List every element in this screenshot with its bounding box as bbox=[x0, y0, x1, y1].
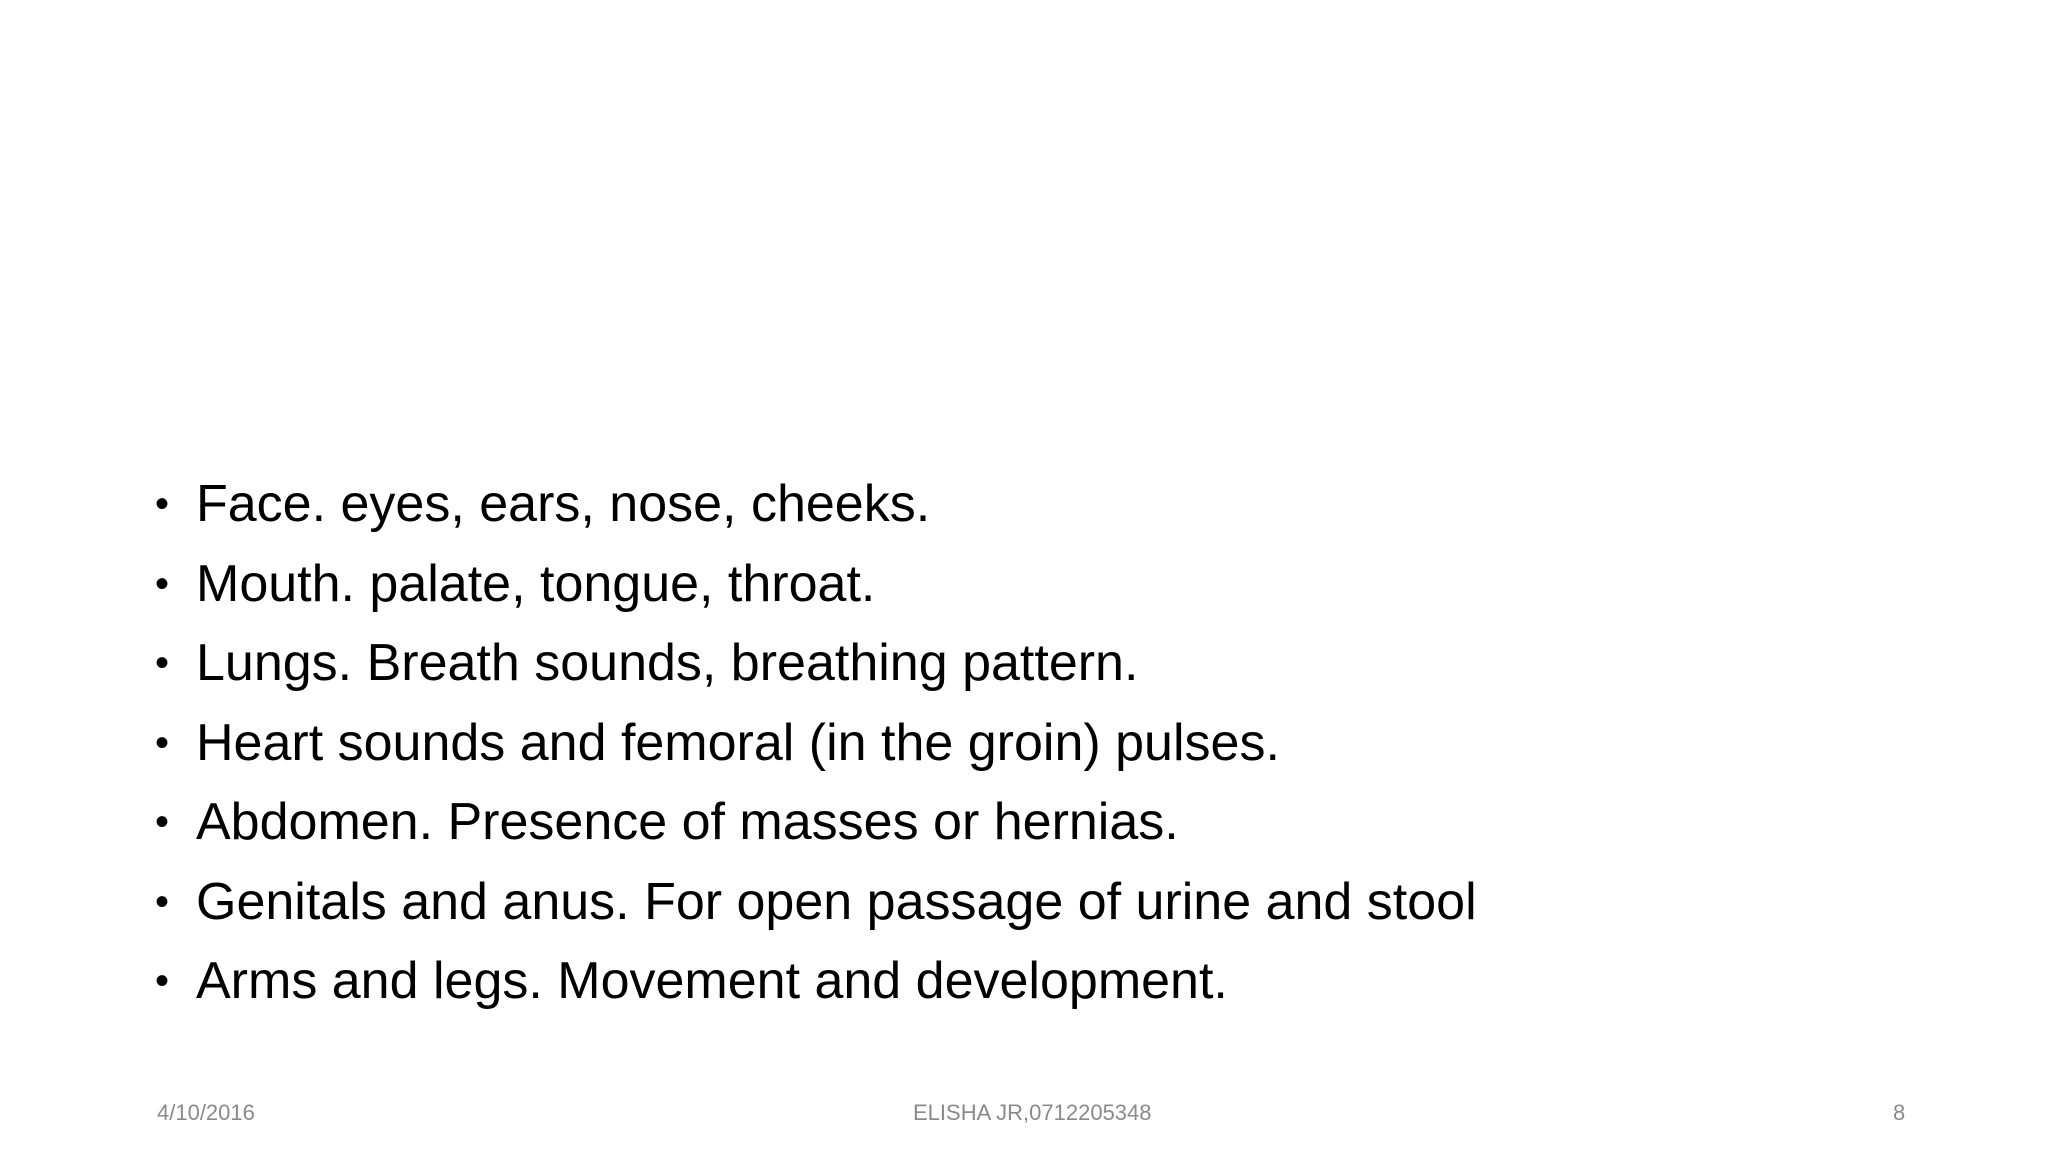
bullet-icon: • bbox=[155, 720, 170, 765]
bullet-icon: • bbox=[155, 561, 170, 606]
bullet-icon: • bbox=[155, 482, 170, 526]
bullet-icon: • bbox=[155, 879, 170, 924]
footer-author: ELISHA JR,0712205348 bbox=[913, 1100, 1152, 1125]
bullet-text: Abdomen. Presence of masses or hernias. bbox=[196, 793, 1179, 851]
page-number: 8 bbox=[1893, 1100, 1906, 1125]
bullet-text: Face. eyes, ears, nose, cheeks. bbox=[196, 475, 931, 533]
bullet-text: Mouth. palate, tongue, throat. bbox=[196, 554, 876, 613]
bullet-text: Lungs. Breath sounds, breathing pattern. bbox=[196, 634, 1139, 692]
bullet-text: Arms and legs. Movement and development. bbox=[196, 952, 1228, 1010]
bullet-text: Heart sounds and femoral (in the groin) pulses. bbox=[196, 713, 1280, 772]
bullet-icon: • bbox=[155, 641, 170, 685]
bullet-icon: • bbox=[155, 800, 170, 844]
footer-date: 4/10/2016 bbox=[157, 1100, 255, 1125]
bullet-icon: • bbox=[155, 959, 170, 1003]
bullet-text: Genitals and anus. For open passage of urine and stool bbox=[196, 872, 1477, 931]
